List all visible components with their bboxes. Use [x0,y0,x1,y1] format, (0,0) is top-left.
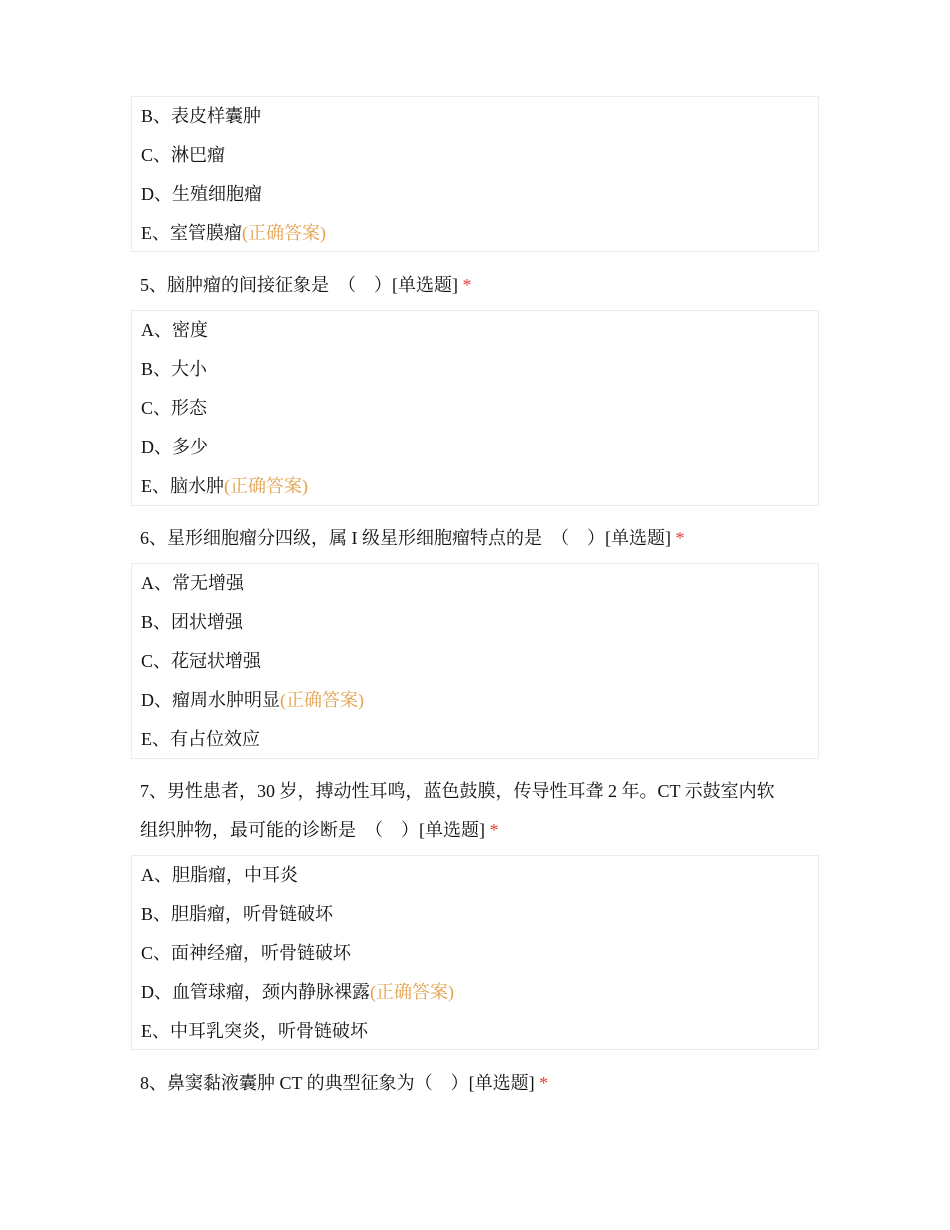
option-text: B、胆脂瘤，听骨链破坏 [141,904,334,924]
q7-option-d[interactable] [141,981,454,1003]
q6-option-c[interactable] [141,650,261,672]
q5-option-c[interactable] [141,397,207,419]
q6-question [140,527,684,549]
q7-option-e[interactable] [141,1020,368,1042]
q6-options [131,563,819,759]
q6-option-d[interactable] [141,689,364,711]
q7-question-line2 [140,819,499,841]
q4-option-b[interactable] [141,105,261,127]
required-marker: * [539,1073,549,1093]
option-text: D、多少 [141,437,208,457]
option-text: D、血管球瘤，颈内静脉裸露 [141,982,370,1002]
q4-options [131,96,819,252]
q7-option-a[interactable] [141,864,298,886]
option-text: E、有占位效应 [141,729,260,749]
question-text: 8、鼻窦黏液囊肿 CT 的典型征象为（ ）[单选题] [140,1073,535,1093]
q7-question-line1 [140,780,775,802]
q4-option-e[interactable] [141,222,326,244]
required-marker: * [462,275,472,295]
correct-answer-marker: (正确答案) [242,223,326,243]
question-text: 组织肿物，最可能的诊断是 （ ）[单选题] [140,820,485,840]
required-marker: * [489,820,499,840]
option-text: B、表皮样囊肿 [141,106,262,126]
question-text: 6、星形细胞瘤分四级，属 I 级星形细胞瘤特点的是 （ ）[单选题] [140,528,671,548]
correct-answer-marker: (正确答案) [224,476,308,496]
q7-option-b[interactable] [141,903,333,925]
option-text: E、室管膜瘤 [141,223,242,243]
option-text: C、花冠状增强 [141,651,262,671]
q6-option-e[interactable] [141,728,260,750]
required-marker: * [675,528,685,548]
option-text: D、生殖细胞瘤 [141,184,262,204]
q5-option-e[interactable] [141,475,308,497]
option-text: E、中耳乳突炎，听骨链破坏 [141,1021,368,1041]
question-text: 5、脑肿瘤的间接征象是 （ ）[单选题] [140,275,458,295]
question-text: 7、男性患者，30 岁，搏动性耳鸣，蓝色鼓膜，传导性耳聋 2 年。CT 示鼓室内软 [140,781,775,801]
q7-option-c[interactable] [141,942,351,964]
option-text: C、淋巴瘤 [141,145,226,165]
option-text: E、脑水肿 [141,476,224,496]
q4-option-d[interactable] [141,183,262,205]
q4-option-c[interactable] [141,144,225,166]
option-text: B、团状增强 [141,612,244,632]
q5-question [140,274,472,296]
option-text: A、密度 [141,320,208,340]
option-text: C、面神经瘤，听骨链破坏 [141,943,352,963]
q5-option-d[interactable] [141,436,208,458]
correct-answer-marker: (正确答案) [280,690,364,710]
q6-option-b[interactable] [141,611,243,633]
q5-option-b[interactable] [141,358,207,380]
q5-option-a[interactable] [141,319,208,341]
q7-options [131,855,819,1050]
q6-option-a[interactable] [141,572,244,594]
option-text: C、形态 [141,398,208,418]
option-text: A、常无增强 [141,573,244,593]
option-text: D、瘤周水肿明显 [141,690,280,710]
correct-answer-marker: (正确答案) [370,982,454,1002]
q8-question [140,1072,548,1094]
q5-options [131,310,819,506]
option-text: A、胆脂瘤，中耳炎 [141,865,298,885]
option-text: B、大小 [141,359,208,379]
